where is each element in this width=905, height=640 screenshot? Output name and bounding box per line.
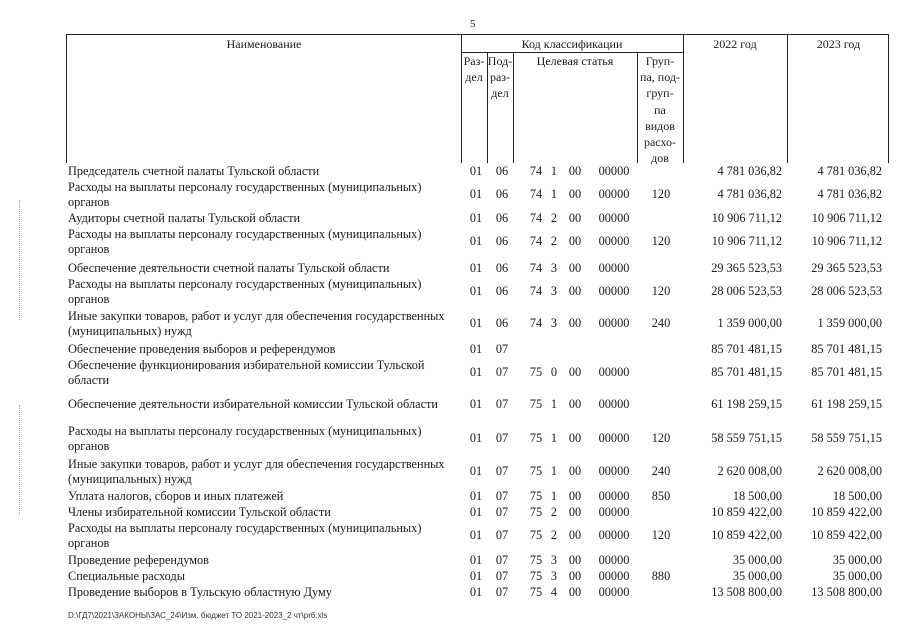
row-code-cs3: 00 [568, 316, 582, 330]
row-code-cs1: 75 [529, 585, 543, 599]
row-code-cs3: 00 [568, 553, 582, 567]
table-row [68, 164, 888, 180]
table-row [68, 358, 888, 388]
row-code-cs4: 00000 [598, 505, 630, 519]
row-amount-2023: 85 701 481,15 [811, 342, 882, 356]
row-code-vr: 120 [651, 284, 671, 298]
row-code-cs2: 1 [550, 164, 558, 178]
row-code-vr: 120 [651, 431, 671, 445]
header-subsection: Под- раз- дел [487, 54, 513, 101]
row-name: Проведение референдумов [68, 553, 209, 567]
row-code-cs2: 3 [550, 569, 558, 583]
row-code-pr: 07 [495, 489, 509, 503]
row-code-cs3: 00 [568, 489, 582, 503]
row-code-cs3: 00 [568, 261, 582, 275]
row-code-pr: 06 [495, 234, 509, 248]
row-code-cs2: 2 [550, 234, 558, 248]
row-code-rz: 01 [469, 528, 483, 542]
row-amount-2022: 2 620 008,00 [717, 464, 782, 478]
row-amount-2022: 10 906 711,12 [711, 234, 782, 248]
row-code-cs1: 75 [529, 464, 543, 478]
header-year-2023: 2023 год [816, 37, 861, 51]
row-name: Обеспечение деятельности счетной палаты Тульской области [68, 261, 390, 275]
row-code-pr: 07 [495, 569, 509, 583]
row-code-cs1: 74 [529, 284, 543, 298]
table-row [68, 397, 888, 413]
row-name: Иные закупки товаров, работ и услуг для обеспечения государственных (муниципальных) нужд [68, 457, 445, 486]
row-amount-2023: 58 559 751,15 [811, 431, 882, 445]
row-code-cs4: 00000 [598, 585, 630, 599]
row-code-cs1: 75 [529, 397, 543, 411]
header-group: Груп- па, под- груп- па видов расхо- дов [640, 54, 680, 166]
table-row [68, 505, 888, 521]
row-code-cs4: 00000 [598, 489, 630, 503]
row-code-vr: 880 [651, 569, 671, 583]
row-code-cs2: 0 [550, 365, 558, 379]
row-code-cs4: 00000 [598, 569, 630, 583]
row-amount-2023: 2 620 008,00 [817, 464, 882, 478]
row-amount-2022: 4 781 036,82 [717, 164, 782, 178]
row-code-cs2: 3 [550, 284, 558, 298]
row-code-rz: 01 [469, 164, 483, 178]
margin-dots [19, 200, 21, 320]
row-amount-2022: 10 859 422,00 [711, 505, 782, 519]
table-row [68, 261, 888, 277]
row-amount-2022: 29 365 523,53 [711, 261, 782, 275]
row-code-cs2: 3 [550, 553, 558, 567]
row-amount-2022: 10 859 422,00 [711, 528, 782, 542]
row-code-cs1: 75 [529, 365, 543, 379]
row-code-cs4: 00000 [598, 211, 630, 225]
row-name: Обеспечение функционирования избирательной комиссии Тульской области [68, 358, 425, 387]
row-code-pr: 07 [495, 397, 509, 411]
row-code-cs4: 00000 [598, 234, 630, 248]
row-code-cs3: 00 [568, 585, 582, 599]
row-code-rz: 01 [469, 505, 483, 519]
header-target: Целевая статья [536, 54, 614, 68]
row-code-vr: 120 [651, 234, 671, 248]
row-code-pr: 06 [495, 187, 509, 201]
row-code-rz: 01 [469, 553, 483, 567]
row-code-rz: 01 [469, 342, 483, 356]
table-row [68, 211, 888, 227]
row-code-rz: 01 [469, 234, 483, 248]
row-code-cs2: 1 [550, 397, 558, 411]
header-name: Наименование [226, 37, 302, 51]
row-code-cs3: 00 [568, 431, 582, 445]
row-code-cs4: 00000 [598, 553, 630, 567]
row-code-cs1: 74 [529, 164, 543, 178]
row-code-cs1: 74 [529, 187, 543, 201]
row-code-cs4: 00000 [598, 261, 630, 275]
row-amount-2023: 61 198 259,15 [811, 397, 882, 411]
row-code-vr: 240 [651, 464, 671, 478]
row-code-vr: 120 [651, 528, 671, 542]
row-code-rz: 01 [469, 284, 483, 298]
row-code-cs1: 75 [529, 489, 543, 503]
row-amount-2023: 35 000,00 [832, 553, 882, 567]
table-row [68, 553, 888, 569]
row-code-pr: 07 [495, 528, 509, 542]
table-row [68, 521, 888, 551]
row-amount-2023: 1 359 000,00 [817, 316, 882, 330]
row-code-cs4: 00000 [598, 316, 630, 330]
row-code-rz: 01 [469, 316, 483, 330]
row-name: Специальные расходы [68, 569, 185, 583]
row-amount-2023: 10 906 711,12 [811, 234, 882, 248]
table-row [68, 227, 888, 257]
header-year-2022: 2022 год [713, 37, 757, 51]
table-row [68, 277, 888, 307]
row-code-cs2: 3 [550, 261, 558, 275]
row-code-cs1: 75 [529, 553, 543, 567]
table-row [68, 424, 888, 454]
row-amount-2023: 10 859 422,00 [811, 505, 882, 519]
row-code-cs1: 75 [529, 505, 543, 519]
row-code-cs1: 75 [529, 431, 543, 445]
row-code-cs3: 00 [568, 211, 582, 225]
row-name: Уплата налогов, сборов и иных платежей [68, 489, 284, 503]
row-code-cs2: 3 [550, 316, 558, 330]
row-code-pr: 07 [495, 342, 509, 356]
page-number: 5 [470, 18, 476, 30]
row-code-vr: 120 [651, 187, 671, 201]
row-code-cs2: 1 [550, 489, 558, 503]
row-code-rz: 01 [469, 397, 483, 411]
table-header [66, 34, 889, 166]
row-name: Расходы на выплаты персоналу государственных (муниципальных) органов [68, 521, 422, 550]
row-name: Расходы на выплаты персоналу государственных (муниципальных) органов [68, 277, 422, 306]
row-amount-2022: 28 006 523,53 [711, 284, 782, 298]
table-row [68, 457, 888, 487]
row-code-cs4: 00000 [598, 284, 630, 298]
row-name: Расходы на выплаты персоналу государственных (муниципальных) органов [68, 227, 422, 256]
row-code-rz: 01 [469, 365, 483, 379]
row-amount-2023: 4 781 036,82 [817, 164, 882, 178]
row-code-cs2: 2 [550, 505, 558, 519]
row-name: Члены избирательной комиссии Тульской области [68, 505, 331, 519]
row-code-rz: 01 [469, 261, 483, 275]
row-code-vr: 850 [651, 489, 671, 503]
row-code-cs3: 00 [568, 164, 582, 178]
row-code-cs4: 00000 [598, 187, 630, 201]
row-amount-2022: 35 000,00 [732, 553, 782, 567]
file-path: D:\ГД7\2021\ЗАКОНЫ\ЗАС_24\Изм. бюджет ТО 2021-2023_2 чт\pr6.xls [68, 611, 328, 620]
row-code-rz: 01 [469, 211, 483, 225]
row-name: Расходы на выплаты персоналу государственных (муниципальных) органов [68, 424, 422, 453]
row-code-pr: 06 [495, 261, 509, 275]
row-code-pr: 07 [495, 505, 509, 519]
row-amount-2023: 35 000,00 [832, 569, 882, 583]
row-code-cs1: 75 [529, 528, 543, 542]
row-code-cs3: 00 [568, 505, 582, 519]
row-name: Председатель счетной палаты Тульской области [68, 164, 320, 178]
table-row [68, 585, 888, 601]
table-row [68, 309, 888, 339]
row-name: Расходы на выплаты персоналу государственных (муниципальных) органов [68, 180, 422, 209]
row-amount-2023: 18 500,00 [832, 489, 882, 503]
row-code-cs4: 00000 [598, 528, 630, 542]
table-row [68, 342, 888, 358]
row-amount-2023: 85 701 481,15 [811, 365, 882, 379]
row-code-cs1: 74 [529, 211, 543, 225]
row-amount-2022: 61 198 259,15 [711, 397, 782, 411]
row-code-rz: 01 [469, 569, 483, 583]
row-code-cs4: 00000 [598, 431, 630, 445]
row-name: Аудиторы счетной палаты Тульской области [68, 211, 301, 225]
row-code-pr: 07 [495, 365, 509, 379]
row-name: Обеспечение деятельности избирательной комиссии Тульской области [68, 397, 439, 411]
row-name: Проведение выборов в Тульскую областную Думу [68, 585, 332, 599]
row-code-rz: 01 [469, 585, 483, 599]
row-code-pr: 07 [495, 431, 509, 445]
table-row [68, 489, 888, 505]
row-code-pr: 06 [495, 211, 509, 225]
row-code-pr: 07 [495, 553, 509, 567]
row-code-cs3: 00 [568, 397, 582, 411]
row-code-vr: 240 [651, 316, 671, 330]
row-code-rz: 01 [469, 489, 483, 503]
row-code-rz: 01 [469, 464, 483, 478]
row-amount-2022: 18 500,00 [732, 489, 782, 503]
row-amount-2023: 13 508 800,00 [811, 585, 882, 599]
row-code-cs4: 00000 [598, 464, 630, 478]
row-code-pr: 07 [495, 464, 509, 478]
table-row [68, 569, 888, 585]
row-amount-2023: 10 859 422,00 [811, 528, 882, 542]
row-amount-2022: 85 701 481,15 [711, 342, 782, 356]
row-code-pr: 06 [495, 284, 509, 298]
row-amount-2023: 4 781 036,82 [817, 187, 882, 201]
row-code-pr: 07 [495, 585, 509, 599]
row-code-rz: 01 [469, 187, 483, 201]
row-amount-2022: 13 508 800,00 [711, 585, 782, 599]
row-code-pr: 06 [495, 164, 509, 178]
row-code-cs4: 00000 [598, 397, 630, 411]
row-amount-2023: 10 906 711,12 [811, 211, 882, 225]
row-amount-2023: 29 365 523,53 [811, 261, 882, 275]
row-amount-2022: 10 906 711,12 [711, 211, 782, 225]
row-code-cs2: 1 [550, 187, 558, 201]
row-amount-2022: 35 000,00 [732, 569, 782, 583]
row-code-cs2: 2 [550, 528, 558, 542]
row-code-rz: 01 [469, 431, 483, 445]
row-code-cs2: 1 [550, 431, 558, 445]
row-code-cs3: 00 [568, 187, 582, 201]
row-code-cs2: 2 [550, 211, 558, 225]
col-divider [787, 35, 788, 163]
row-code-cs3: 00 [568, 569, 582, 583]
row-code-cs2: 4 [550, 585, 558, 599]
row-code-cs1: 74 [529, 316, 543, 330]
margin-dots [19, 405, 21, 515]
row-code-cs2: 1 [550, 464, 558, 478]
header-code: Код классификации [521, 37, 623, 51]
row-code-cs3: 00 [568, 284, 582, 298]
row-code-cs3: 00 [568, 464, 582, 478]
row-amount-2022: 1 359 000,00 [717, 316, 782, 330]
table-row [68, 180, 888, 210]
row-amount-2022: 85 701 481,15 [711, 365, 782, 379]
row-amount-2022: 4 781 036,82 [717, 187, 782, 201]
row-code-cs1: 75 [529, 569, 543, 583]
row-code-cs4: 00000 [598, 365, 630, 379]
row-name: Иные закупки товаров, работ и услуг для обеспечения государственных (муниципальных) нужд [68, 309, 445, 338]
row-code-cs3: 00 [568, 365, 582, 379]
row-name: Обеспечение проведения выборов и референдумов [68, 342, 336, 356]
row-code-pr: 06 [495, 316, 509, 330]
row-code-cs1: 74 [529, 234, 543, 248]
row-code-cs3: 00 [568, 234, 582, 248]
col-divider [683, 35, 684, 163]
row-amount-2023: 28 006 523,53 [811, 284, 882, 298]
row-code-cs1: 74 [529, 261, 543, 275]
row-amount-2022: 58 559 751,15 [711, 431, 782, 445]
header-section: Раз- дел [463, 54, 485, 85]
row-code-cs4: 00000 [598, 164, 630, 178]
row-code-cs3: 00 [568, 528, 582, 542]
